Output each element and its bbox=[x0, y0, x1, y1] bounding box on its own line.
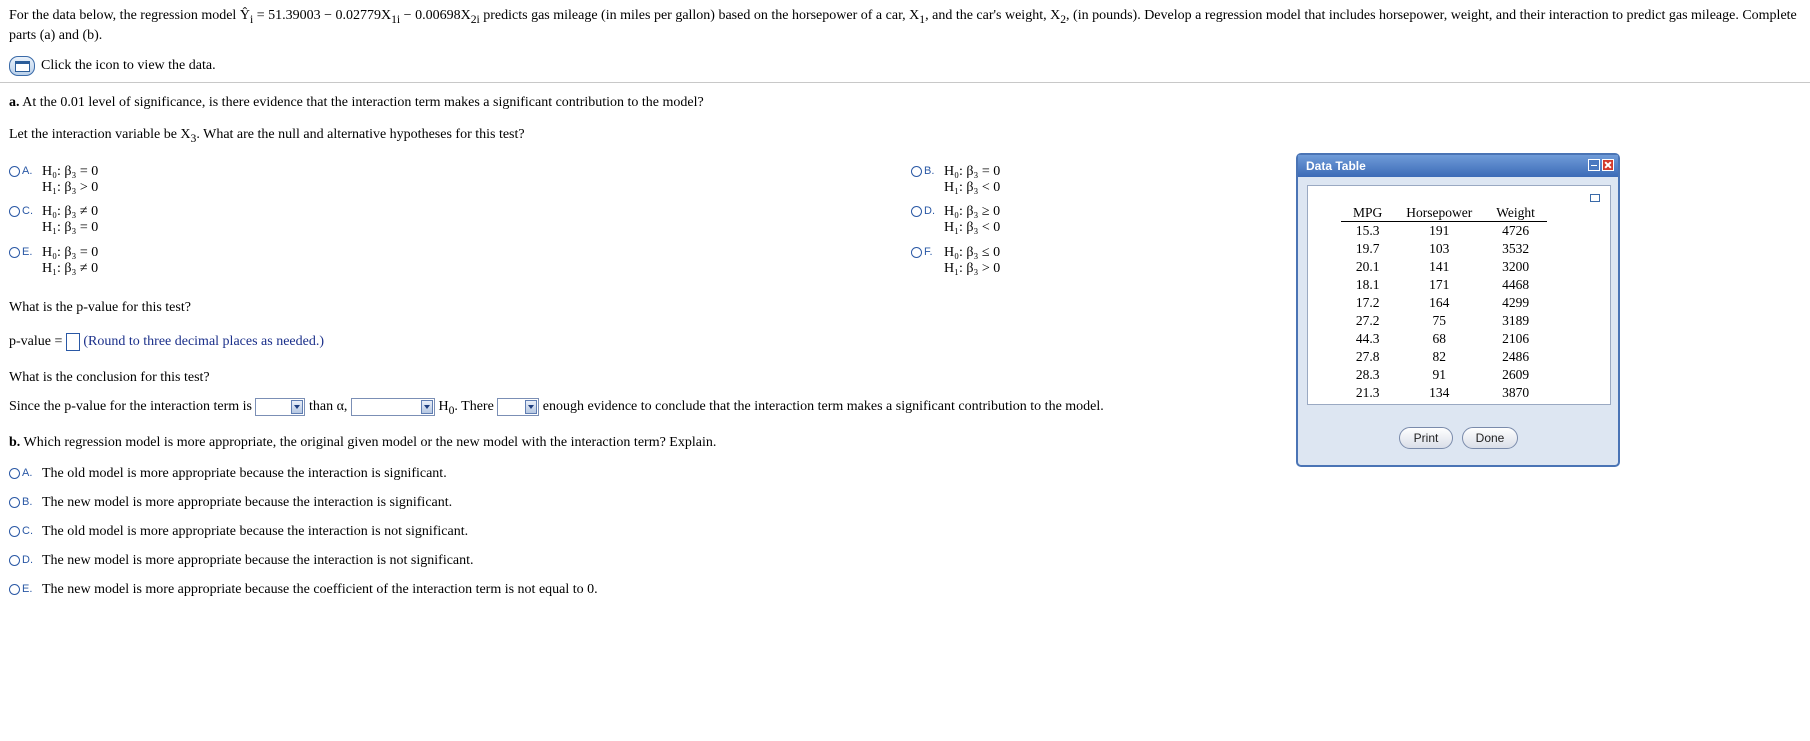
model-option-a[interactable]: A. The old model is more appropriate because the interaction is significant. bbox=[9, 466, 447, 482]
hypothesis-option-d[interactable]: D. H₀: β₃ ≥ 0 H₁: β₃ < 0 bbox=[911, 204, 1000, 236]
close-icon[interactable] bbox=[1602, 159, 1614, 171]
part-a-question: a. At the 0.01 level of significance, is there evidence that the interaction term makes a significant contribution to the model? bbox=[9, 95, 704, 110]
chevron-down-icon[interactable] bbox=[291, 400, 303, 414]
radio-button[interactable] bbox=[911, 206, 922, 217]
pvalue-hint: (Round to three decimal places as needed.) bbox=[83, 334, 324, 350]
data-table-window bbox=[1296, 153, 1620, 467]
data-table-icon[interactable] bbox=[9, 56, 35, 76]
radio-button[interactable] bbox=[9, 497, 20, 508]
chevron-down-icon[interactable] bbox=[421, 400, 433, 414]
divider bbox=[0, 82, 1810, 83]
table-row: 27.8 82 2486 bbox=[1355, 349, 1530, 364]
table-row: 21.3 134 3870 bbox=[1355, 385, 1530, 400]
table-row: 17.2 164 4299 bbox=[1355, 295, 1530, 310]
hypothesis-option-e[interactable]: E. H₀: β₃ = 0 H₁: β₃ ≠ 0 bbox=[9, 245, 98, 277]
radio-button[interactable] bbox=[911, 247, 922, 258]
table-header-row bbox=[1341, 204, 1547, 222]
column-header: Horsepower bbox=[1394, 204, 1484, 222]
table-row: 20.1 141 3200 bbox=[1355, 259, 1530, 274]
data-table-titlebar[interactable] bbox=[1298, 155, 1618, 177]
conclusion-question: What is the conclusion for this test? bbox=[9, 370, 210, 385]
data-table-content bbox=[1307, 185, 1611, 405]
interaction-variable-text: Let the interaction variable be $X_3$. What are the null and alternative hypotheses for this test? bbox=[9, 127, 525, 145]
column-header: Weight bbox=[1484, 204, 1547, 222]
column-header: MPG bbox=[1341, 204, 1394, 222]
model-option-e[interactable]: E. The new model is more appropriate because the coefficient of the interaction term is not equal to 0. bbox=[9, 582, 598, 598]
radio-button[interactable] bbox=[911, 166, 922, 177]
radio-button[interactable] bbox=[9, 206, 20, 217]
hypothesis-option-b[interactable]: B. H₀: β₃ = 0 H₁: β₃ < 0 bbox=[911, 164, 1000, 196]
radio-button[interactable] bbox=[9, 526, 20, 537]
problem-statement: For the data below, the regression model $Ŷ_i = 51.39003 - 0.02779X_{1i} - 0.00698X_{2i}$ predicts gas mileage (in miles per gallon) based on the horsepower of a car, $X_1$, and the car's weight, $X_2$, (in pounds). Develop a regression model that includes horsepower, weight, and their interaction to predict gas mileage. Complete parts (a) and (b). bbox=[9, 8, 1797, 43]
radio-button[interactable] bbox=[9, 247, 20, 258]
table-row: 18.1 171 4468 bbox=[1355, 277, 1530, 292]
pvalue-row: p-value = (Round to three decimal places as needed.) bbox=[9, 334, 324, 350]
hypothesis-option-a[interactable]: A. H₀: β₃ = 0 H₁: β₃ > 0 bbox=[9, 164, 98, 196]
hypothesis-option-f[interactable]: F. H₀: β₃ ≤ 0 H₁: β₃ > 0 bbox=[911, 245, 1000, 277]
evidence-dropdown[interactable] bbox=[497, 398, 539, 416]
part-b-question: b. Which regression model is more appropriate, the original given model or the new model with the interaction term? Explain. bbox=[9, 435, 717, 450]
print-button[interactable]: Print bbox=[1399, 427, 1453, 449]
pvalue-question: What is the p-value for this test? bbox=[9, 300, 191, 315]
table-row: 44.3 68 2106 bbox=[1355, 331, 1530, 346]
copy-icon[interactable] bbox=[1590, 194, 1600, 202]
minimize-icon[interactable] bbox=[1588, 159, 1600, 171]
pvalue-input[interactable] bbox=[66, 333, 80, 351]
chevron-down-icon[interactable] bbox=[525, 400, 537, 414]
model-option-b[interactable]: B. The new model is more appropriate because the interaction is significant. bbox=[9, 495, 452, 511]
radio-button[interactable] bbox=[9, 166, 20, 177]
data-table bbox=[1341, 204, 1547, 402]
radio-button[interactable] bbox=[9, 584, 20, 595]
view-data-text: Click the icon to view the data. bbox=[41, 58, 216, 73]
radio-button[interactable] bbox=[9, 468, 20, 479]
table-row: 19.7 103 3532 bbox=[1355, 241, 1530, 256]
table-row: 28.3 91 2609 bbox=[1355, 367, 1530, 382]
table-row: 27.2 75 3189 bbox=[1355, 313, 1530, 328]
table-row: 15.3 191 4726 bbox=[1355, 223, 1530, 238]
view-data-row bbox=[9, 56, 216, 76]
decision-dropdown[interactable] bbox=[351, 398, 435, 416]
comparison-dropdown[interactable] bbox=[255, 398, 305, 416]
model-option-c[interactable]: C. The old model is more appropriate because the interaction is not significant. bbox=[9, 524, 468, 540]
model-option-d[interactable]: D. The new model is more appropriate because the interaction is not significant. bbox=[9, 553, 474, 569]
conclusion-row: Since the p-value for the interaction term is than α, $H_0$. There enough evidence to conclude that the interaction term makes a significant contribution to the model. bbox=[9, 399, 1104, 418]
radio-button[interactable] bbox=[9, 555, 20, 566]
data-table-title: Data Table bbox=[1306, 159, 1366, 173]
done-button[interactable]: Done bbox=[1462, 427, 1518, 449]
hypothesis-option-c[interactable]: C. H₀: β₃ ≠ 0 H₁: β₃ = 0 bbox=[9, 204, 98, 236]
